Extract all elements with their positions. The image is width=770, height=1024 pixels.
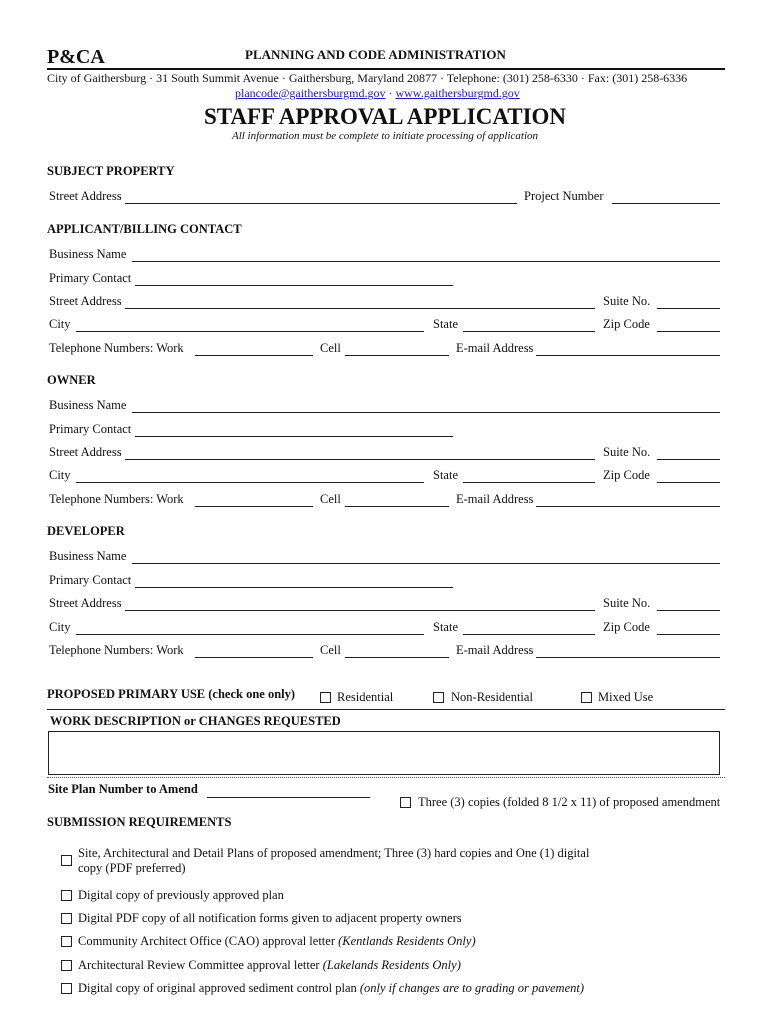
project-number-field[interactable] — [612, 203, 720, 204]
page-title: STAFF APPROVAL APPLICATION — [203, 104, 567, 129]
primary-contact-label: Primary Contact — [49, 573, 132, 587]
primary-contact-field[interactable] — [135, 285, 453, 286]
telephone-work-field[interactable] — [195, 506, 313, 507]
requirement-text: Digital PDF copy of all notification forms given to adjacent property owners — [78, 911, 462, 925]
street-address-label: Street Address — [49, 596, 122, 610]
business-name-field[interactable] — [132, 412, 720, 413]
office-address: City of Gaithersburg · 31 South Summit Avenue · Gaithersburg, Maryland 20877 · Telephone: (301) 258-6330 · Fax: (301) 258-6336 — [47, 71, 688, 85]
state-field[interactable] — [463, 331, 595, 332]
copies-checkbox[interactable] — [400, 797, 411, 808]
header-rule — [47, 68, 725, 70]
zip-label: Zip Code — [603, 468, 650, 482]
city-field[interactable] — [76, 482, 424, 483]
city-label: City — [49, 468, 71, 482]
telephone-work-field[interactable] — [195, 657, 313, 658]
suite-label: Suite No. — [603, 294, 651, 308]
zip-label: Zip Code — [603, 620, 650, 634]
requirement-checkbox[interactable] — [61, 936, 72, 947]
primary-contact-label: Primary Contact — [49, 271, 132, 285]
cell-label: Cell — [320, 341, 341, 355]
site-plan-label: Site Plan Number to Amend — [48, 782, 198, 796]
business-name-label: Business Name — [49, 398, 127, 412]
email-field[interactable] — [536, 355, 720, 356]
business-name-field[interactable] — [132, 261, 720, 262]
zip-field[interactable] — [657, 331, 720, 332]
site-plan-number-field[interactable] — [207, 797, 370, 798]
state-label: State — [433, 468, 458, 482]
email-label: E-mail Address — [456, 643, 534, 657]
requirement-checkbox[interactable] — [61, 855, 72, 866]
email-link[interactable]: plancode@gaithersburgmd.gov — [235, 86, 386, 100]
proposed-use-heading: PROPOSED PRIMARY USE (check one only) — [47, 687, 296, 701]
contact-links — [235, 87, 520, 99]
subject-street-field[interactable] — [125, 203, 517, 204]
street-address-field[interactable] — [125, 308, 595, 309]
zip-field[interactable] — [657, 634, 720, 635]
residential-checkbox[interactable] — [320, 692, 331, 703]
cell-field[interactable] — [345, 657, 449, 658]
website-link[interactable]: www.gaithersburgmd.gov — [395, 86, 520, 100]
logo: P&CA — [47, 46, 105, 68]
state-label: State — [433, 620, 458, 634]
requirement-text: Architectural Review Committee approval letter (Lakelands Residents Only) — [78, 958, 461, 972]
street-address-field[interactable] — [125, 610, 595, 611]
requirement-text: Community Architect Office (CAO) approval letter (Kentlands Residents Only) — [78, 934, 476, 948]
primary-contact-field[interactable] — [135, 587, 453, 588]
cell-label: Cell — [320, 643, 341, 657]
subject-street-label: Street Address — [49, 189, 122, 203]
requirement-checkbox[interactable] — [61, 890, 72, 901]
link-separator: · — [385, 86, 396, 100]
residential-label: Residential — [337, 690, 394, 704]
state-label: State — [433, 317, 458, 331]
email-field[interactable] — [536, 506, 720, 507]
requirement-checkbox[interactable] — [61, 913, 72, 924]
suite-label: Suite No. — [603, 445, 651, 459]
street-address-label: Street Address — [49, 294, 122, 308]
cell-field[interactable] — [345, 355, 449, 356]
mixed-use-checkbox[interactable] — [581, 692, 592, 703]
primary-contact-field[interactable] — [135, 436, 453, 437]
requirement-text-continued: copy (PDF preferred) — [78, 861, 186, 875]
business-name-field[interactable] — [132, 563, 720, 564]
suite-field[interactable] — [657, 308, 720, 309]
work-description-textarea[interactable] — [48, 731, 720, 775]
suite-field[interactable] — [657, 610, 720, 611]
zip-label: Zip Code — [603, 317, 650, 331]
city-label: City — [49, 620, 71, 634]
department-name: PLANNING AND CODE ADMINISTRATION — [245, 47, 506, 62]
street-address-field[interactable] — [125, 459, 595, 460]
non-residential-checkbox[interactable] — [433, 692, 444, 703]
business-name-label: Business Name — [49, 549, 127, 563]
cell-label: Cell — [320, 492, 341, 506]
requirement-checkbox[interactable] — [61, 983, 72, 994]
divider — [47, 709, 725, 710]
submission-heading: SUBMISSION REQUIREMENTS — [47, 815, 232, 829]
owner-heading: OWNER — [47, 373, 96, 387]
zip-field[interactable] — [657, 482, 720, 483]
suite-label: Suite No. — [603, 596, 651, 610]
telephone-work-label: Telephone Numbers: Work — [49, 492, 184, 506]
city-field[interactable] — [76, 331, 424, 332]
project-number-label: Project Number — [524, 189, 604, 203]
requirement-text: Digital copy of original approved sediment control plan (only if changes are to grading or pavement) — [78, 981, 585, 995]
email-label: E-mail Address — [456, 492, 534, 506]
primary-contact-label: Primary Contact — [49, 422, 132, 436]
email-label: E-mail Address — [456, 341, 534, 355]
dotted-divider — [47, 777, 725, 778]
requirement-text: Site, Architectural and Detail Plans of proposed amendment; Three (3) hard copies and One (1) digital — [78, 846, 590, 860]
page-subtitle: All information must be complete to initiate processing of application — [231, 130, 539, 142]
state-field[interactable] — [463, 634, 595, 635]
email-field[interactable] — [536, 657, 720, 658]
telephone-work-label: Telephone Numbers: Work — [49, 643, 184, 657]
non-residential-label: Non-Residential — [451, 690, 533, 704]
requirement-checkbox[interactable] — [61, 960, 72, 971]
subject-property-heading: SUBJECT PROPERTY — [47, 164, 175, 178]
telephone-work-label: Telephone Numbers: Work — [49, 341, 184, 355]
mixed-use-label: Mixed Use — [598, 690, 654, 704]
telephone-work-field[interactable] — [195, 355, 313, 356]
city-field[interactable] — [76, 634, 424, 635]
applicant-heading: APPLICANT/BILLING CONTACT — [47, 222, 242, 236]
copies-label: Three (3) copies (folded 8 1/2 x 11) of proposed amendment — [418, 795, 721, 809]
suite-field[interactable] — [657, 459, 720, 460]
developer-heading: DEVELOPER — [47, 524, 125, 538]
requirement-text: Digital copy of previously approved plan — [78, 888, 284, 902]
business-name-label: Business Name — [49, 247, 127, 261]
cell-field[interactable] — [345, 506, 449, 507]
street-address-label: Street Address — [49, 445, 122, 459]
city-label: City — [49, 317, 71, 331]
work-description-heading: WORK DESCRIPTION or CHANGES REQUESTED — [50, 714, 341, 728]
state-field[interactable] — [463, 482, 595, 483]
